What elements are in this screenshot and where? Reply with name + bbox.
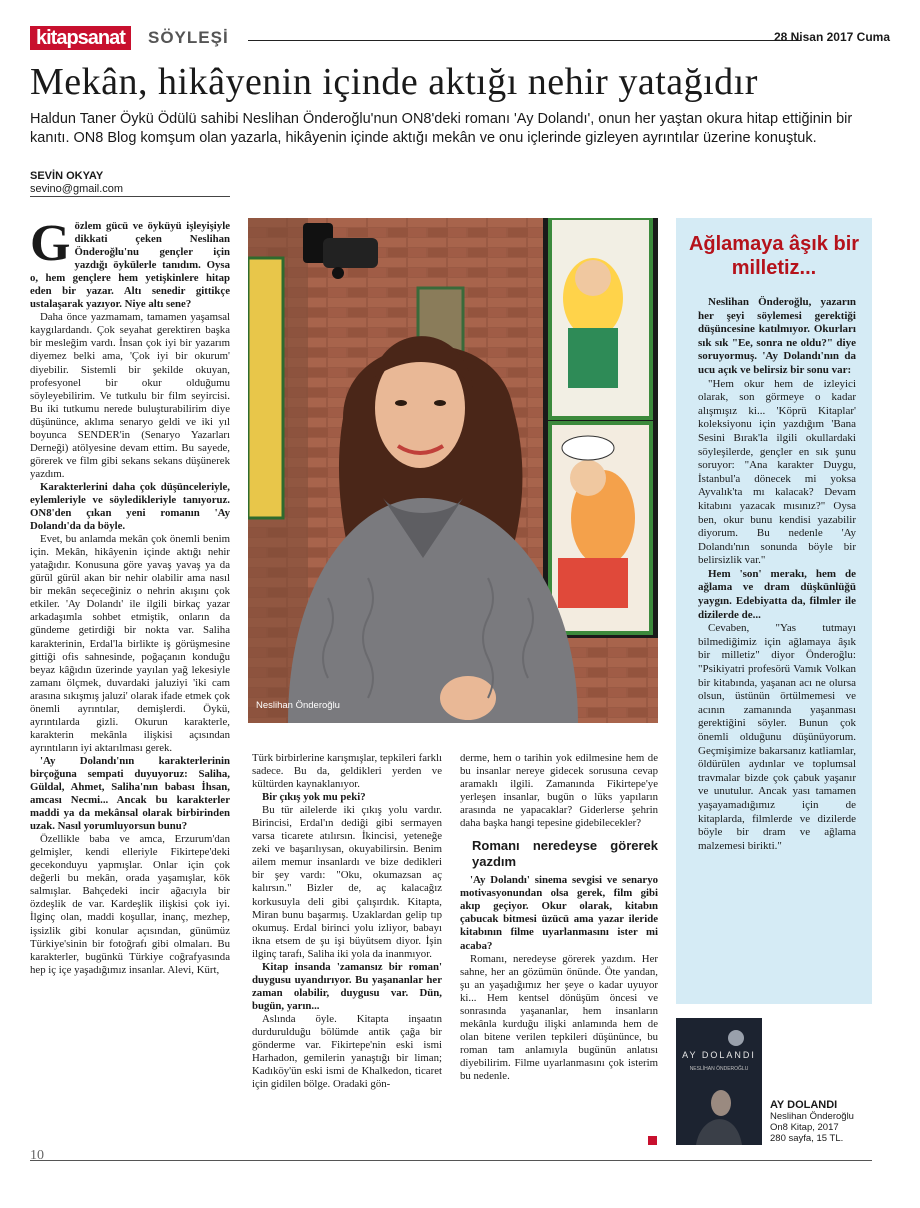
column-2 (252, 752, 442, 1091)
question-paragraph: 'Ay Dolandı'nın karakterlerinin birçoğuna sempati duyuyoruz: Saliha, Güldal, Ahmet, Saliha'nın babası İhsan, amcası Necmi... Ancak bu karakterler maddi ya da mekânsal olarak birbirinden uzak. Nasıl yorumluyorsun bunu? (30, 754, 230, 833)
book-cover-title: AY DOLANDI (682, 1050, 756, 1060)
book-title: AY DOLANDI (770, 1099, 838, 1111)
book-details: 280 sayfa, 15 TL. (770, 1133, 844, 1144)
answer-paragraph: Bu tür ailelerde iki çıkış yolu vardır. Birincisi, Erdal'ın dediği gibi sermayen varsa ticarete atılırsın. İkincisi, yeteneğe zeki ve başarılıysan, okuyabilirsin. Benim ailem memur insanlardı ve bize dedikleri bir şey vardı: "Oku, okumazsan aç kalırsın." Bizler de, aç kalacağız korkusuyla deli gibi çalışırdık. Kitapta, Miran bunu başarmış. Uzaklardan gelip tıp okumuş. Erdal birinci yolu izliyor, babayı ikna etsem de şu işi büyütsem diyor. İşin ilginç tarafı, Saliha iki yola da inanmıyor. (252, 804, 442, 960)
book-info (770, 1100, 880, 1144)
subheading: Romanı neredeyse görerek yazdım (472, 838, 658, 870)
question-paragraph: 'Ay Dolandı' sinema sevgisi ve senaryo motivasyonundan olsa gerek, film gibi akıp geçiyor. Okur olarak, kitabın çabucak bitmesi üzücü ama yazar ileride kitabının filme uyarlanmasını ister mi acaba? (460, 874, 658, 952)
intro-paragraph (30, 215, 230, 311)
answer-paragraph: derme, hem o tarihin yok edilmesine hem de bu insanlar nereye gidecek sorusuna cevap aramaklı ilgili. Zamanında Fikirtepe'ye yerleşen insanlar, bugün o lüks yapıların arasında ne yapacaklar? Giderlerse şehrin daha başka hangi tepesine gidebilecekler? (460, 752, 658, 830)
book-publisher: On8 Kitap, 2017 (770, 1122, 839, 1133)
sidebar-paragraph: Cevaben, "Yas tutmayı bilmediğimiz için ağlamaya âşık bir milletiz" diyor Önderoğlu: "Psikiyatri profesörü Vamık Volkan bir kitabında, yaşanan acı ne olursa olsun, üstünün örtülmemesi ve acının zamanında yaşanması gerektiğini söyler. Bunun çok önemli olduğunu düşünüyorum. Geçmişimize bakarsanız katliamlar, öldürülen aydınlar ve toplumsal travmalar bizde çok çabuk yaşanır ve unutulur. Ancak yası tamamen yaşayamadığımız için de kitaplarda, filmlerde ve dizilerde böyle bir dram ve ağlama malzemesi birikti." (698, 622, 856, 852)
intro-text: özlem gücü ve öyküyü işleyişiyle dikkati çeken Neslihan Önderoğlu'nu gençler için yazdığı öykülerle tanıdım. Oysa o, hem gençlere hem yetişkinlere hitap eden bir yazar. Altı senedir gittikçe ustalaşarak yazıyor. Niye altı sene? (30, 220, 230, 311)
sidebar-title: Ağlamaya âşık bir milletiz... (688, 233, 860, 279)
byline (30, 170, 230, 196)
question-paragraph: Kitap insanda 'zamansız bir roman' duygusu uyandırıyor. Bu yaşananlar her zaman olabilir, duygusu var. Dün, bugün, yarın... (252, 960, 442, 1012)
sidebar-text (698, 296, 856, 853)
answer-paragraph: Daha önce yazmamam, tamamen yaşamsal kaygılardandı. Çok seyahat gerektiren başka bir mesleğim vardı. İnsan çok iyi bir yazarım diyemez belki ama, 'Çok iyi bir okurum' diyebilir. Sistemli bir şekilde okuyan, profesyonel bir okur olduğumu söyleyebilirim. Ve tutkulu bir film seyircisi. Bu iki tutkumu nerede buluşturabilirim diye düşününce, aklıma senaryo geldi ve iki yıl boyunca SENDER'in (Senaryo Yazarları Derneği) atölyesine devam ettim. Bu sayede, görerek ve film gibi sekans sekans düşünerek yazdım. (30, 311, 230, 480)
masthead-rule (248, 40, 800, 41)
answer-paragraph: Özellikle baba ve amca, Erzurum'dan gelmişler, kendi elleriyle Fikirtepe'deki gecekonduyu yapmışlar. Onlar için çok değerli bu mekân, orada yaşamışlar, kök salmışlar. Bahçedeki incir ağacıyla bir özdeşlik de var. Kardeşlik ilişkisi çok iyi. İlginç olan, maddi koşullar, inanç, mezhep, işsizlik gibi konular açısından, günümüz Türkiye'sinin bir fotoğrafı gibi olmaları. Bu karakterler, bugünkü Türkiye coğrafyasında hep iç içe yaşadığımız insanlar. Alevi, Kürt, (30, 833, 230, 976)
question-paragraph: Karakterlerini daha çok düşünceleriyle, eylemleriyle ve söyledikleriyle tanıyoruz. ON8'den çıkan yeni romanın 'Ay Dolandı'da da böyle. (30, 480, 230, 533)
section-label: SÖYLEŞİ (148, 28, 229, 47)
answer-paragraph: Türk birbirlerine karışmışlar, tepkileri farklı sadece. Bu da, geldikleri yerden ve kültürden kaynaklanıyor. (252, 752, 442, 791)
masthead (30, 24, 890, 54)
answer-paragraph: Aslında öyle. Kitapta inşaatın durdurulduğu bölümde antik çağa bir gönderme var. Fikirtepe'nin eski ismi Harhadon, gemilerin yanaştığı bir liman; Kadıköy'ün eski ismi de Khalkedon, ticaret için gidilen bölge. Oradaki gön- (252, 1012, 442, 1091)
photo-illustration (248, 218, 658, 723)
author-photo (248, 218, 658, 723)
sidebar-box (676, 218, 872, 1004)
dropcap: G (30, 215, 71, 272)
sidebar-paragraph: "Hem okur hem de izleyici olarak, son görmeye o kadar alışmışız ki... 'Köprü Kitaplar' koleksiyonu için yazdığım 'Bana Sesini Bırak'la ilgili okullardaki söyleşilerde, gençler en sık şunu soruyor: "Ana karakter Duygu, İstanbul'a dönecek mi yoksa Ayvalık'ta mı kalacak? Devam kitabını yazacak mısınız?" Oysa ben, okur bunu kendisi yazabilir diyorum. Bu nedenle 'Ay Dolandı'nın sonunda böyle bir belirsizlik var." (698, 377, 856, 567)
column-1 (30, 215, 230, 977)
issue-date: 28 Nisan 2017 Cuma (773, 30, 890, 44)
page-number: 10 (30, 1148, 44, 1163)
end-mark (648, 1136, 657, 1145)
answer-paragraph: Evet, bu anlamda mekân çok önemli benim için. Mekân, hikâyenin içinde aktığı nehir yatağıdır. Konusuna göre yavaş yavaş ya da gürül gürül akan bir nehir olabilir ama nasıl bir mekân seçeceğiniz o nehrin akışını çok etkiler. 'Ay Dolandı' ile ilgili birkaç yazar arkadaşımla sohbet etmiştik, onların da gündeme getirdiği bir nokta var. Saliha karakterinin, Erdal'la birlikte iş görüşmesine gittiği ofis sahnesinde, poğaçanın konduğu beyaz kâğıdın üzerinde yayılan yağ lekesiyle zamanı ölçmek, duvardaki jaluziyi 'iki cam arasına sıkışmış jaluzi' olarak ifade etmek çok önemli ayrıntılar, demişlerdi. Öykü, ayrıntılarda gizli. Okurun karakterle, karakterin mekânla ilişkisi açısından ayrıntıların iyi aktarılması gerek. (30, 533, 230, 754)
kitapsanat-logo: kitapsanat (30, 26, 131, 50)
question-paragraph: Bir çıkış yok mu peki? (262, 791, 366, 804)
author-name: SEVİN OKYAY (30, 170, 104, 182)
deck: Haldun Taner Öykü Ödülü sahibi Neslihan Önderoğlu'nun ON8'deki romanı 'Ay Dolandı', onun her yaştan okura hitap ettiğinin bir kanıtı. ON8 Blog komşum olan yazarla, hikâyenin içinde aktığı mekân ve onu içlerinde gizleyen ayrıntılar üzerine konuştuk. (30, 111, 853, 146)
book-cover-author: NESLİHAN ÖNDEROĞLU (689, 1066, 749, 1072)
photo-caption: Neslihan Önderoğlu (256, 700, 340, 711)
footer-rule (30, 1160, 872, 1161)
author-email: sevino@gmail.com (30, 183, 124, 195)
book-author: Neslihan Önderoğlu (770, 1111, 854, 1122)
answer-paragraph: Romanı, neredeyse görerek yazdım. Her sahne, her an gözümün önünde. Öte yandan, şu an yaşadığımız her şeye o kadar uyuyor ki... Hem kentsel dönüşüm öncesi ve sonrasında yaşananlar, hem insanların mekânla kurduğu ilişki anlamında hem de olan bitene verilen tepkileri düşününce, bu roman tam anlamıyla bugünün anlatısı diyebilirim. Filme uyarlanmasını çok isterim bu nedenle. (460, 952, 658, 1082)
column-3 (460, 752, 658, 1083)
book-cover (676, 1018, 762, 1145)
sidebar-intro: Neslihan Önderoğlu, yazarın her şeyi söylemesi gerektiği düşüncesine katılmıyor. Okurları sık sık "Ee, sonra ne oldu?" diye soruyormuş. 'Ay Dolandı'nın da ucu açık ve belirsiz bir sonu var: (698, 296, 856, 376)
sidebar-question: Hem 'son' merakı, hem de ağlama ve dram düşkünlüğü yaygın. Edebiyatta da, filmler ile dizilerde de... (698, 567, 856, 621)
byline-rule (30, 196, 230, 197)
book-cover-art (676, 1018, 762, 1145)
headline: Mekân, hikâyenin içinde aktığı nehir yatağıdır (30, 61, 758, 103)
